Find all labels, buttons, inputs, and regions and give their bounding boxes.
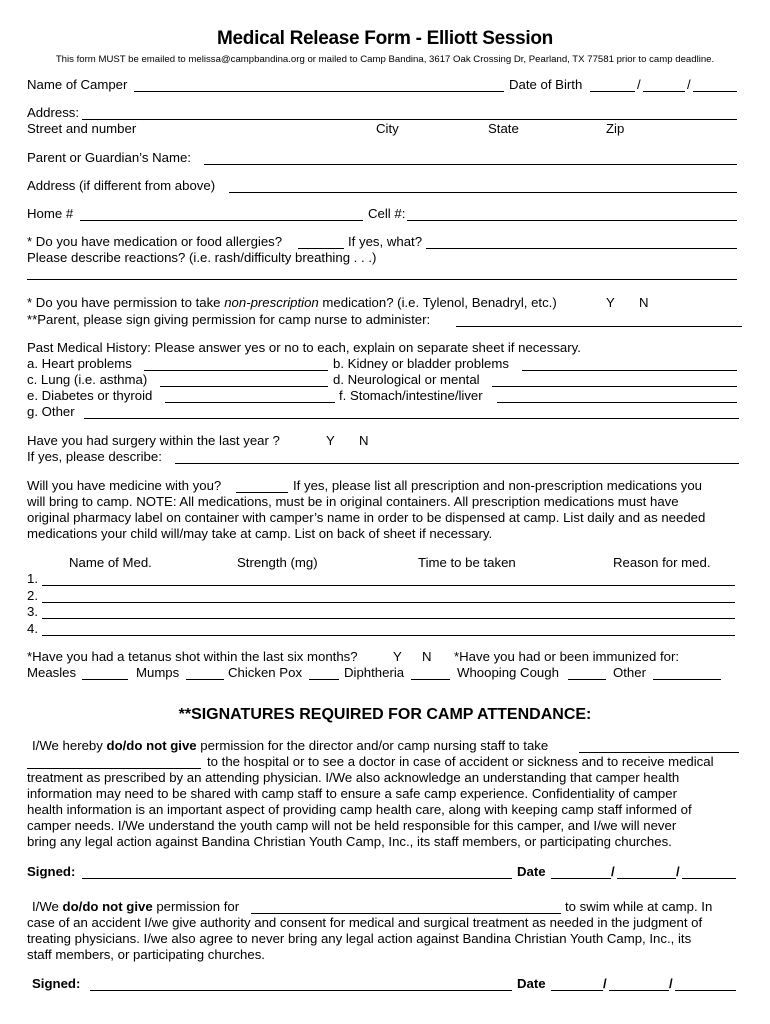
date-label-1: Date bbox=[517, 864, 546, 879]
other-immun-label: Other bbox=[613, 665, 646, 680]
consent2-post: permission for bbox=[152, 899, 240, 914]
med-row-1-field[interactable] bbox=[42, 585, 735, 586]
diphtheria-field[interactable] bbox=[411, 679, 450, 680]
signed-label-2: Signed: bbox=[32, 976, 81, 991]
history-a-field[interactable] bbox=[144, 370, 328, 371]
date-1-year-field[interactable] bbox=[682, 878, 736, 879]
date-2-slash-2: / bbox=[669, 976, 673, 991]
dob-label: Date of Birth bbox=[509, 77, 583, 92]
history-f-field[interactable] bbox=[497, 402, 737, 403]
city-label: City bbox=[376, 121, 399, 136]
history-b-label: b. Kidney or bladder problems bbox=[333, 356, 509, 371]
date-2-day-field[interactable] bbox=[609, 990, 669, 991]
history-b-field[interactable] bbox=[522, 370, 737, 371]
meds-p1: If yes, please list all prescription and non-prescription medications you bbox=[293, 478, 703, 493]
signature-field-2[interactable] bbox=[90, 990, 512, 991]
consent1-line5: health information is an important aspect of providing camp health care, along with keeping camp staff informed of bbox=[27, 802, 692, 817]
signature-field-1[interactable] bbox=[82, 878, 512, 879]
zip-label: Zip bbox=[606, 121, 625, 136]
col-reason: Reason for med. bbox=[613, 555, 711, 570]
date-2-slash-1: / bbox=[603, 976, 607, 991]
chickenpox-field[interactable] bbox=[309, 679, 339, 680]
date-2-year-field[interactable] bbox=[675, 990, 736, 991]
address-alt-field[interactable] bbox=[229, 192, 737, 193]
meds-answer-field[interactable] bbox=[236, 492, 288, 493]
col-strength: Strength (mg) bbox=[237, 555, 318, 570]
immunized-label: *Have you had or been immunized for: bbox=[454, 649, 680, 664]
consent1-line6: camper needs. I/We understand the youth camp will not be held responsible for this camper, and I/we will never bbox=[27, 818, 677, 833]
whooping-label: Whooping Cough bbox=[457, 665, 559, 680]
camper-name-label: Name of Camper bbox=[27, 77, 128, 92]
nonpresc-q-post: medication? (i.e. Tylenol, Benadryl, etc.) bbox=[318, 295, 557, 310]
consent2-line3: treating physicians. I/we also agree to never bring any legal action against Bandina Christian Youth Camp, Inc., its bbox=[27, 931, 692, 946]
date-1-slash-2: / bbox=[676, 864, 680, 879]
history-d-label: d. Neurological or mental bbox=[333, 372, 480, 387]
cell-phone-field[interactable] bbox=[407, 220, 737, 221]
surgery-yes[interactable]: Y bbox=[326, 433, 335, 448]
dob-month-field[interactable] bbox=[590, 91, 635, 92]
mumps-field[interactable] bbox=[186, 679, 224, 680]
history-a-label: a. Heart problems bbox=[27, 356, 132, 371]
col-med-name: Name of Med. bbox=[69, 555, 152, 570]
surgery-describe-label: If yes, please describe: bbox=[27, 449, 162, 464]
mumps-label: Mumps bbox=[136, 665, 180, 680]
consent2-bold: do/do not give bbox=[62, 899, 153, 914]
dob-year-field[interactable] bbox=[693, 91, 737, 92]
whooping-field[interactable] bbox=[568, 679, 606, 680]
address-label: Address: bbox=[27, 105, 80, 120]
allergy-reactions-field[interactable] bbox=[27, 279, 737, 280]
history-f-label: f. Stomach/intestine/liver bbox=[339, 388, 483, 403]
nonpresc-sign-field[interactable] bbox=[456, 326, 742, 327]
consent1-line3: treatment as prescribed by an attending physician. I/We also acknowledge an understanding that camper health bbox=[27, 770, 680, 785]
history-e-field[interactable] bbox=[165, 402, 335, 403]
home-phone-field[interactable] bbox=[80, 220, 363, 221]
dob-slash-1: / bbox=[637, 77, 641, 92]
consent2-name-field[interactable] bbox=[251, 913, 561, 914]
consent1-bold: do/do not give bbox=[106, 738, 197, 753]
consent1-line7: bring any legal action against Bandina Christian Youth Camp, Inc., its staff members, or participating churches. bbox=[27, 834, 672, 849]
med-row-2-num: 2. bbox=[27, 588, 38, 603]
meds-question: Will you have medicine with you? bbox=[27, 478, 222, 493]
allergy-ifyes-label: If yes, what? bbox=[348, 234, 423, 249]
consent1-line2: to the hospital or to see a doctor in case of accident or sickness and to receive medical bbox=[207, 754, 714, 769]
meds-p3: original pharmacy label on container with camper’s name in order to be dispensed at camp. List daily and as needed bbox=[27, 510, 706, 525]
address-alt-label: Address (if different from above) bbox=[27, 178, 216, 193]
form-title: Medical Release Form - Elliott Session bbox=[217, 28, 553, 49]
tetanus-no[interactable]: N bbox=[422, 649, 432, 664]
dob-day-field[interactable] bbox=[643, 91, 685, 92]
nonpresc-yes[interactable]: Y bbox=[606, 295, 615, 310]
surgery-no[interactable]: N bbox=[359, 433, 369, 448]
nonpresc-q-em: non-prescription bbox=[224, 295, 319, 310]
consent1-pre: I/We hereby bbox=[32, 738, 107, 753]
surgery-question: Have you had surgery within the last year ? bbox=[27, 433, 280, 448]
cell-phone-label: Cell #: bbox=[368, 206, 406, 221]
consent1-line1 bbox=[32, 738, 548, 753]
measles-field[interactable] bbox=[82, 679, 128, 680]
allergy-answer-field[interactable] bbox=[298, 248, 344, 249]
consent2-line2: case of an accident I/we give authority and consent for medical and surgical treatment as needed in the judgment of bbox=[27, 915, 703, 930]
guardian-field[interactable] bbox=[204, 164, 737, 165]
consent1-name-field-2[interactable] bbox=[27, 768, 201, 769]
consent1-name-field-1[interactable] bbox=[579, 752, 739, 753]
consent1-line4: information may need to be shared with camp staff to ensure a safe camp experience. Confidentiality of camper bbox=[27, 786, 677, 801]
measles-label: Measles bbox=[27, 665, 77, 680]
camper-name-field[interactable] bbox=[134, 91, 504, 92]
chickenpox-label: Chicken Pox bbox=[228, 665, 303, 680]
allergy-question: * Do you have medication or food allergies? bbox=[27, 234, 283, 249]
nonpresc-sign-label: **Parent, please sign giving permission for camp nurse to administer: bbox=[27, 312, 431, 327]
date-1-day-field[interactable] bbox=[617, 878, 676, 879]
consent2-swim: to swim while at camp. In bbox=[565, 899, 713, 914]
nonpresc-q-pre: * Do you have permission to take bbox=[27, 295, 225, 310]
med-row-4-num: 4. bbox=[27, 621, 38, 636]
nonpresc-no[interactable]: N bbox=[639, 295, 649, 310]
allergy-reactions-label: Please describe reactions? (i.e. rash/difficulty breathing . . .) bbox=[27, 250, 377, 265]
med-row-2-field[interactable] bbox=[42, 602, 735, 603]
med-row-4-field[interactable] bbox=[42, 635, 735, 636]
meds-p2: will bring to camp. NOTE: All medications, must be in original containers. All prescription medications must have bbox=[27, 494, 679, 509]
home-phone-label: Home # bbox=[27, 206, 74, 221]
tetanus-yes[interactable]: Y bbox=[393, 649, 402, 664]
signed-label-1: Signed: bbox=[27, 864, 76, 879]
nonpresc-question bbox=[27, 295, 557, 310]
state-label: State bbox=[488, 121, 519, 136]
history-intro: Past Medical History: Please answer yes or no to each, explain on separate sheet if necessary. bbox=[27, 340, 581, 355]
date-label-2: Date bbox=[517, 976, 546, 991]
surgery-describe-field[interactable] bbox=[175, 463, 739, 464]
med-row-3-field[interactable] bbox=[42, 618, 735, 619]
history-d-field[interactable] bbox=[492, 386, 737, 387]
allergy-what-field[interactable] bbox=[426, 248, 737, 249]
history-c-field[interactable] bbox=[160, 386, 328, 387]
form-subtitle: This form MUST be emailed to melissa@campbandina.org or mailed to Camp Bandina, 3617 Oak Crossing Dr, Pearland, TX 77581 prior to camp deadline. bbox=[55, 54, 715, 65]
med-row-1-num: 1. bbox=[27, 571, 38, 586]
history-g-field[interactable] bbox=[84, 418, 739, 419]
med-row-3-num: 3. bbox=[27, 604, 38, 619]
street-label: Street and number bbox=[27, 121, 137, 136]
history-e-label: e. Diabetes or thyroid bbox=[27, 388, 153, 403]
meds-p4: medications your child will/may take at camp. List on back of sheet if necessary. bbox=[27, 526, 493, 541]
col-time: Time to be taken bbox=[418, 555, 516, 570]
signatures-heading: **SIGNATURES REQUIRED FOR CAMP ATTENDANCE: bbox=[178, 706, 592, 723]
consent2-line1 bbox=[32, 899, 239, 914]
guardian-label: Parent or Guardian’s Name: bbox=[27, 150, 191, 165]
diphtheria-label: Diphtheria bbox=[344, 665, 405, 680]
date-2-month-field[interactable] bbox=[551, 990, 603, 991]
consent1-post: permission for the director and/or camp nursing staff to take bbox=[196, 738, 549, 753]
date-1-month-field[interactable] bbox=[551, 878, 611, 879]
tetanus-question: *Have you had a tetanus shot within the last six months? bbox=[27, 649, 358, 664]
consent2-pre: I/We bbox=[32, 899, 63, 914]
consent2-line4: staff members, or participating churches. bbox=[27, 947, 265, 962]
other-immun-field[interactable] bbox=[653, 679, 721, 680]
history-g-label: g. Other bbox=[27, 404, 75, 419]
address-field[interactable] bbox=[82, 119, 737, 120]
history-c-label: c. Lung (i.e. asthma) bbox=[27, 372, 148, 387]
dob-slash-2: / bbox=[687, 77, 691, 92]
date-1-slash-1: / bbox=[611, 864, 615, 879]
